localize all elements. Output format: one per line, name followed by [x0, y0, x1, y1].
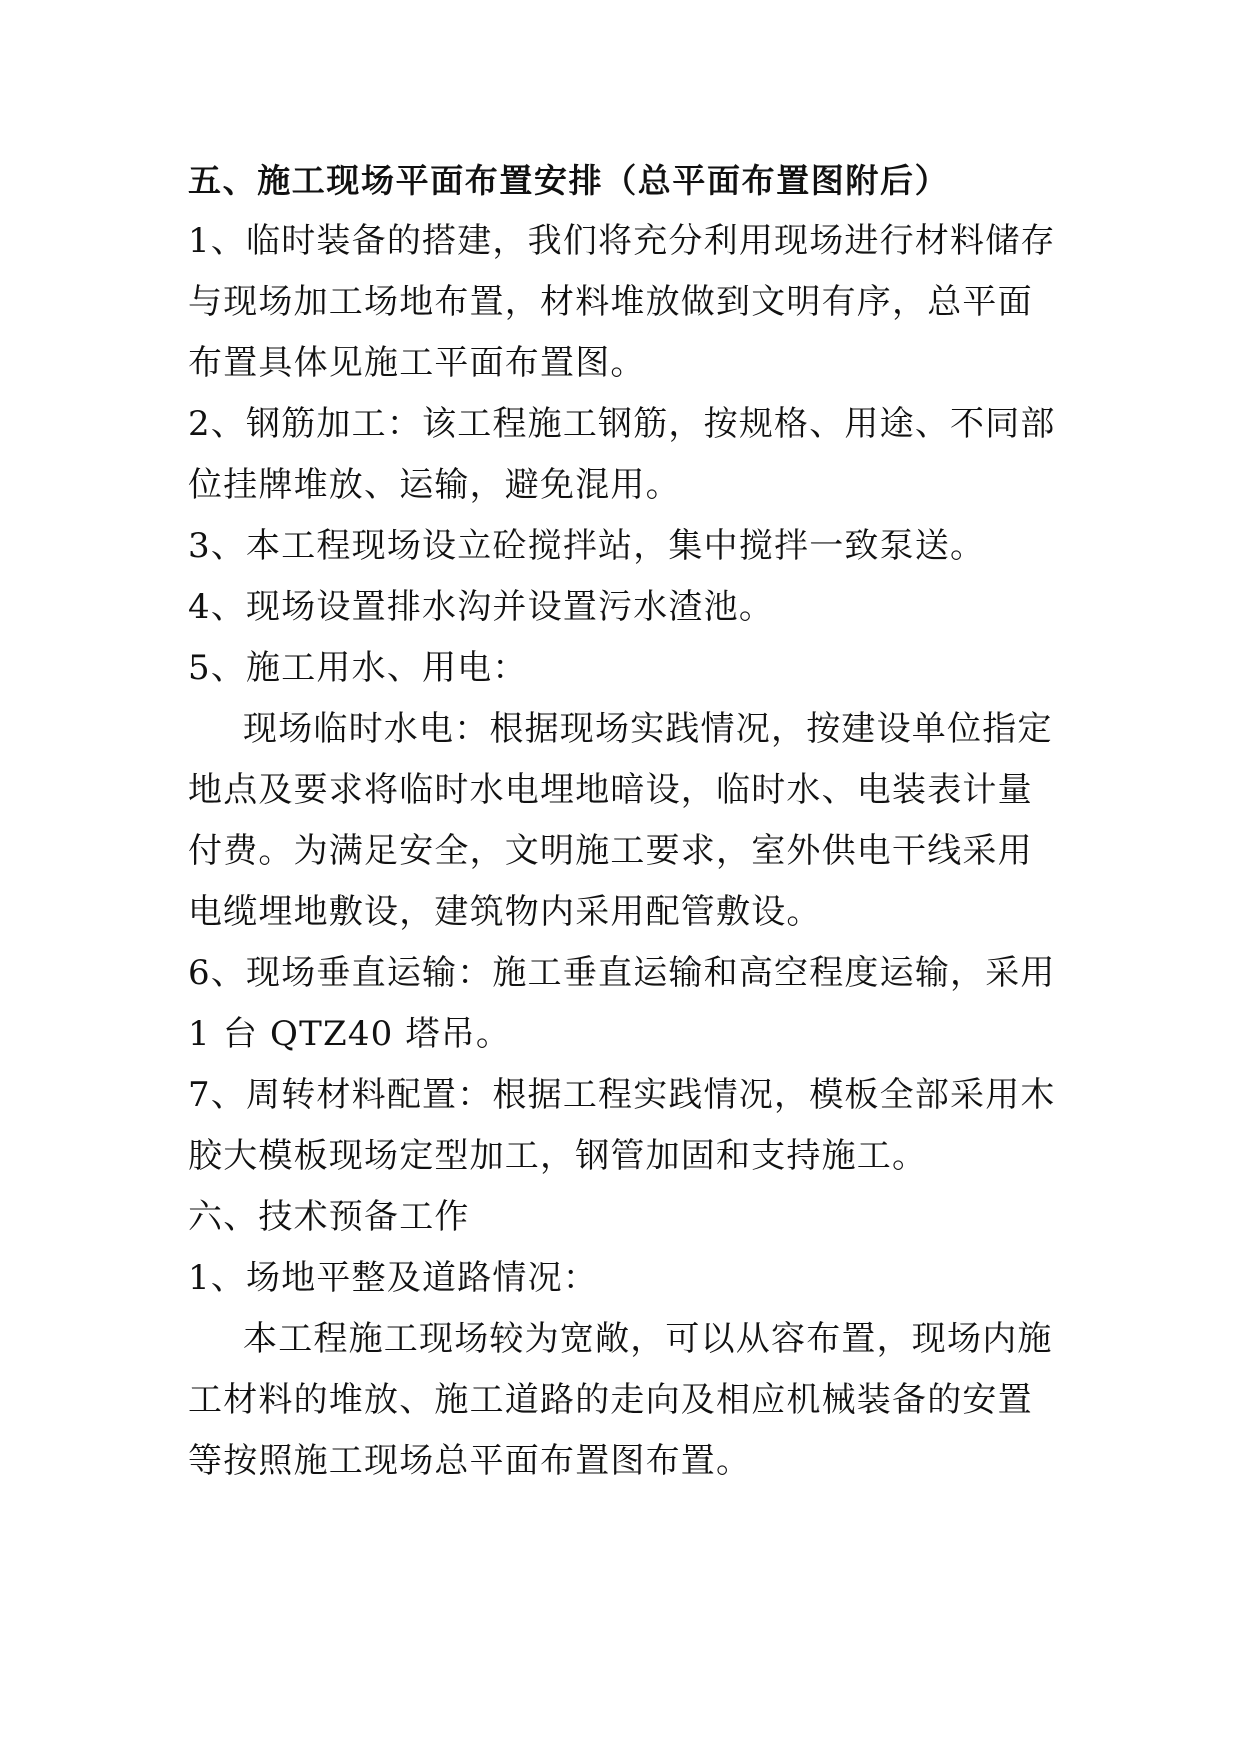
item-3-line: 3、本工程现场设立砼搅拌站，集中搅拌一致泵送。	[188, 526, 986, 566]
item-7-line-2: 胶大模板现场定型加工，钢管加固和支持施工。	[188, 1136, 928, 1176]
item-5-line: 5、施工用水、用电：	[188, 648, 528, 688]
item-7-line-1: 7、周转材料配置：根据工程实践情况，模板全部采用木	[188, 1075, 1056, 1115]
document-body	[188, 150, 1068, 1492]
item-1-line-1: 1、临时装备的搭建，我们将充分利用现场进行材料储存	[188, 221, 1056, 261]
site-paragraph-line-2: 工材料的堆放、施工道路的走向及相应机械装备的安置	[188, 1380, 1033, 1420]
section-5-heading: 五、施工现场平面布置安排（总平面布置图附后）	[188, 161, 950, 200]
item-2-line-1: 2、钢筋加工：该工程施工钢筋，按规格、用途、不同部	[188, 404, 1056, 444]
item-4-line: 4、现场设置排水沟并设置污水渣池。	[188, 587, 775, 627]
utilities-paragraph-line-2: 地点及要求将临时水电埋地暗设，临时水、电装表计量	[188, 770, 1033, 810]
item-6-line-2: 1 台 QTZ40 塔吊。	[188, 1014, 512, 1054]
section-6-item-1-line: 1、场地平整及道路情况：	[188, 1258, 599, 1298]
site-paragraph-line-1: 本工程施工现场较为宽敞，可以从容布置，现场内施	[243, 1319, 1053, 1359]
utilities-paragraph-line-4: 电缆埋地敷设，建筑物内采用配管敷设。	[188, 892, 822, 932]
item-1-line-2: 与现场加工场地布置，材料堆放做到文明有序，总平面	[188, 282, 1033, 322]
utilities-paragraph-line-1: 现场临时水电：根据现场实践情况，按建设单位指定	[243, 709, 1053, 749]
item-2-line-2: 位挂牌堆放、运输，避免混用。	[188, 465, 681, 505]
section-6-heading: 六、技术预备工作	[188, 1197, 470, 1237]
item-6-line-1: 6、现场垂直运输：施工垂直运输和高空程度运输，采用	[188, 953, 1056, 993]
item-1-line-3: 布置具体见施工平面布置图。	[188, 343, 646, 383]
site-paragraph-line-3: 等按照施工现场总平面布置图布置。	[188, 1441, 752, 1481]
utilities-paragraph-line-3: 付费。为满足安全，文明施工要求，室外供电干线采用	[188, 831, 1033, 871]
